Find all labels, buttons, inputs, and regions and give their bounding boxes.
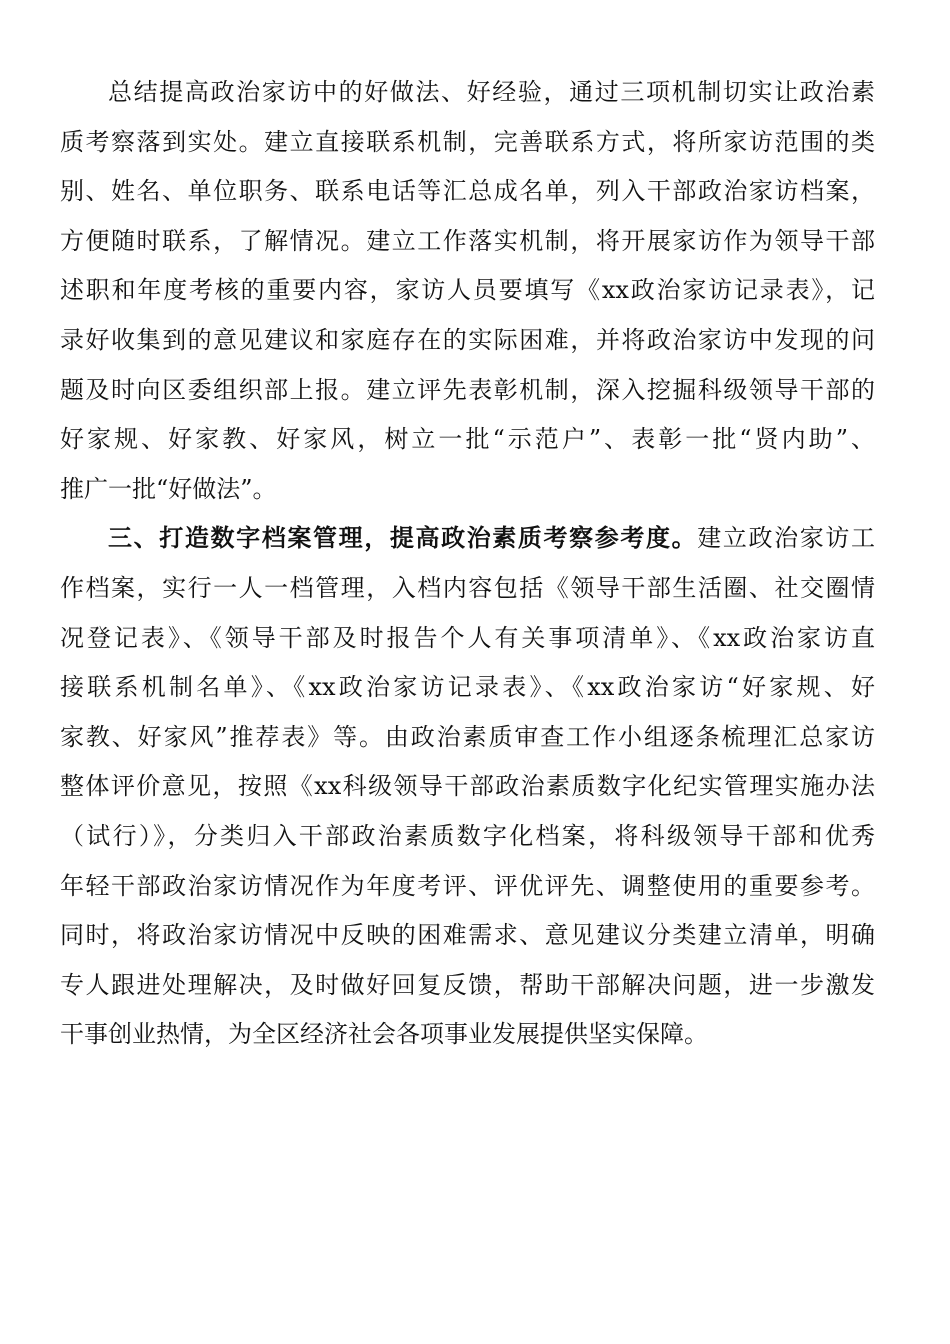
document-page <box>60 68 875 1060</box>
text-line: 作档案，实行一人一档管理，入档内容包括《领导干部生活圈、社交圈情 <box>60 573 875 602</box>
text-line: 质考察落到实处。建立直接联系机制，完善联系方式，将所家访范围的类 <box>60 127 875 156</box>
section-heading: 三、打造数字档案管理，提高政治素质考察参考度。 <box>108 524 698 553</box>
text-line: 况登记表》、《领导干部及时报告个人有关事项清单》、《xx政治家访直 <box>60 623 875 652</box>
text-line: 述职和年度考核的重要内容，家访人员要填写《xx政治家访记录表》，记 <box>60 276 875 305</box>
text-line: 接联系机制名单》、《xx政治家访记录表》、《xx政治家访“好家规、好 <box>60 673 875 702</box>
heading-continuation: 建立政治家访工 <box>697 524 875 553</box>
text-line: 方便随时联系，了解情况。建立工作落实机制，将开展家访作为领导干部 <box>60 226 875 255</box>
text-line: 干事创业热情，为全区经济社会各项事业发展提供坚实保障。 <box>60 1020 708 1049</box>
text-line: 题及时向区委组织部上报。建立评先表彰机制，深入挖掘科级领导干部的 <box>60 375 875 404</box>
text-line: 好家规、好家教、好家风，树立一批“示范户”、表彰一批“贤内助”、 <box>60 425 875 454</box>
text-line: 录好收集到的意见建议和家庭存在的实际困难，并将政治家访中发现的问 <box>60 325 875 354</box>
text-line: 年轻干部政治家访情况作为年度考评、评优评先、调整使用的重要参考。 <box>60 871 875 900</box>
text-line: 整体评价意见，按照《xx科级领导干部政治素质数字化纪实管理实施办法 <box>60 772 875 801</box>
paragraph-mechanisms <box>60 68 875 514</box>
text-line: 总结提高政治家访中的好做法、好经验，通过三项机制切实让政治素 <box>108 78 875 106</box>
paragraph-digital-archives <box>60 514 875 1060</box>
text-line: 专人跟进处理解决，及时做好回复反馈，帮助干部解决问题，进一步激发 <box>60 970 875 999</box>
text-line: 别、姓名、单位职务、联系电话等汇总成名单，列入干部政治家访档案， <box>60 177 875 206</box>
text-line: 推广一批“好做法”。 <box>60 474 277 503</box>
text-line: 同时，将政治家访情况中反映的困难需求、意见建议分类建立清单，明确 <box>60 921 875 950</box>
text-line: （试行）》，分类归入干部政治素质数字化档案，将科级领导干部和优秀 <box>60 821 875 850</box>
text-line <box>60 514 875 564</box>
text-line: 家教、好家风”推荐表》等。由政治素质审查工作小组逐条梳理汇总家访 <box>60 722 875 751</box>
